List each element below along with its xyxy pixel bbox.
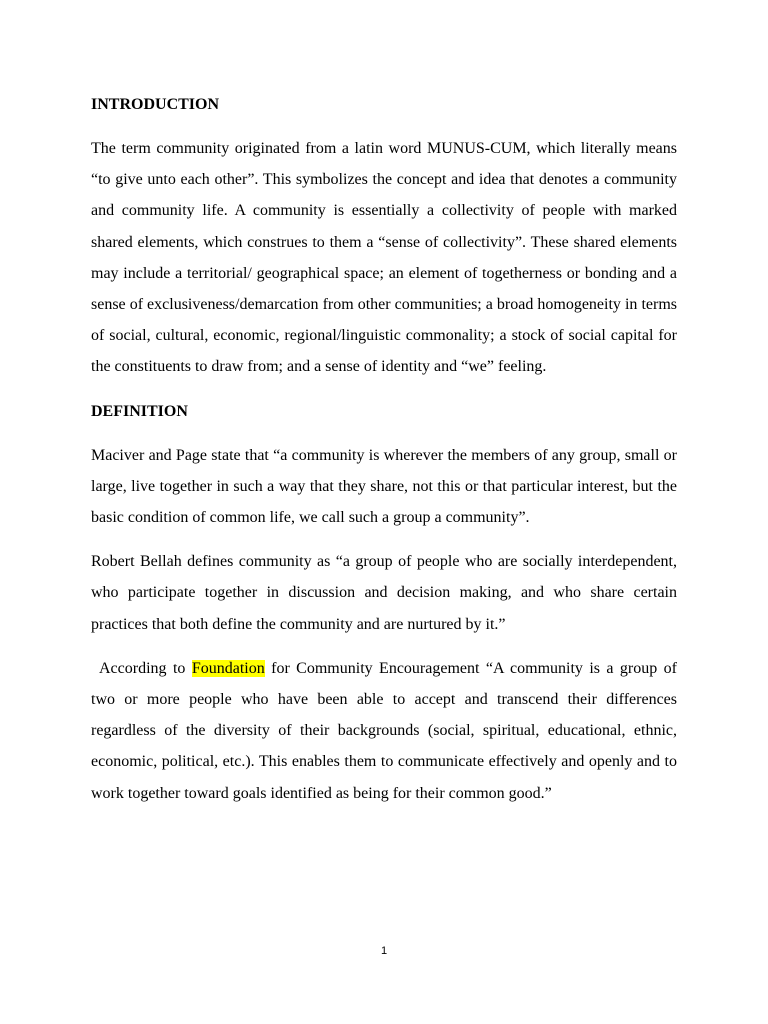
definition-heading: DEFINITION bbox=[91, 402, 188, 420]
introduction-heading: INTRODUCTION bbox=[91, 96, 220, 113]
highlighted-word: Foundation bbox=[191, 659, 265, 677]
page-number: 1 bbox=[380, 945, 388, 957]
document-body bbox=[91, 89, 677, 822]
bellah-definition-paragraph: Robert Bellah defines community as “a group of people who are socially interdependent, who participate together in discussion and decision making, and who share certain practices that both define the community and are nurtured by it.” bbox=[91, 553, 677, 633]
foundation-paragraph-suffix: for Community Encouragement “A community is a group of two or more people who have been able to accept and transcend their differences regardless of the diversity of their backgrounds (social, spiritual, educational, ethnic, economic, political, etc.). This enables them to communicate effectively and openly and to work together toward goals identified as being for their common good.” bbox=[91, 659, 678, 802]
foundation-paragraph-prefix: According to bbox=[99, 659, 192, 677]
introduction-paragraph: The term community originated from a latin word MUNUS-CUM, which literally means “to give unto each other”. This symbolizes the concept and idea that denotes a community and community life. A community is essentially a collectivity of people with marked shared elements, which construes to them a “sense of collectivity”. These shared elements may include a territorial/ geographical space; an element of togetherness or bonding and a sense of exclusiveness/demarcation from other communities; a broad homogeneity in terms of social, cultural, economic, regional/linguistic commonality; a stock of social capital for the constituents to draw from; and a sense of identity and “we” feeling. bbox=[91, 140, 677, 376]
foundation-definition-paragraph bbox=[91, 653, 677, 809]
maciver-definition-paragraph: Maciver and Page state that “a community is wherever the members of any group, small or large, live together in such a way that they share, not this or that particular interest, but the basic condition of common life, we call such a group a community”. bbox=[91, 446, 677, 527]
